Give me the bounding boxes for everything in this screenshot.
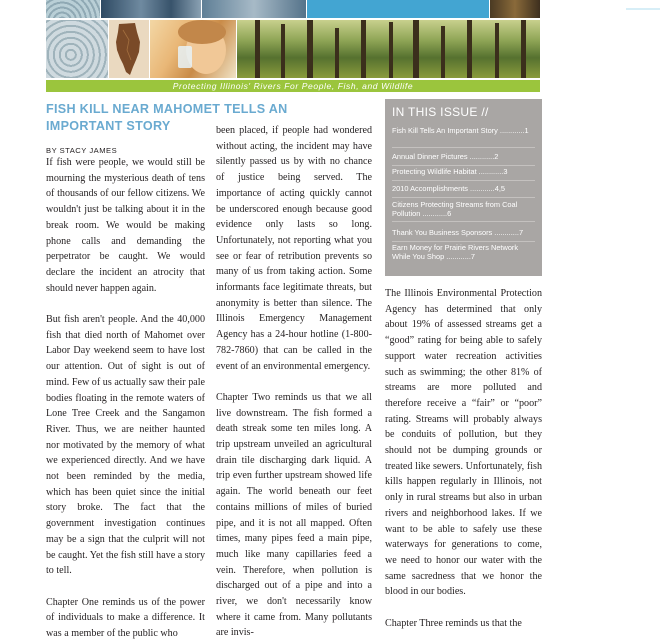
cypress-swamp-image	[237, 20, 540, 78]
toc-item-page: 7	[518, 228, 524, 237]
toc-dot-leader: ............	[476, 167, 504, 176]
toc-item-page: 4,5	[494, 184, 505, 193]
article-paragraph: been placed, if people had wondered without acting, the incident may have silently passed us by with no chance of justice being served. The importance of acting quickly cannot be underscored enough because good evidence only lasts so long. Unfortunately, not reporting what you see or fear of retribution prevents so many of us from taking action. Some informants face legitimate threats, but anonymity is better than silence. The Illinois Emergency Management Agency has a 24-hour hotline (1-800-782-7860) that can be called in the event of an environmental emergency.	[216, 125, 372, 372]
toc-item-label: Citizens Protecting Streams from Coal Pollution	[392, 200, 518, 218]
toc-divider	[392, 147, 535, 148]
toc-item-page: 1	[524, 126, 529, 135]
landscape-image	[490, 0, 540, 18]
toc-item-label: Earn Money for Prairie Rivers Network While You Shop	[392, 243, 519, 261]
toc-dot-leader: ............	[497, 126, 525, 135]
newsletter-banner	[0, 0, 589, 93]
toc-dot-leader: ............	[468, 184, 495, 193]
toc-item-page: 7	[470, 252, 476, 261]
toc-item-page: 6	[447, 209, 452, 218]
toc-dot-leader: ............	[492, 228, 519, 237]
child-drinking-water-image	[150, 20, 236, 78]
article-paragraph: If fish were people, we would still be mourning the mysterious death of tens of thousands of our fellow citizens. We wouldn't just be talking about it in the break room. We would be making phone calls and demanding the perpetrator be caught. We would declare the incident an atrocity that should never happen again.	[46, 157, 205, 294]
fish-school-image	[202, 0, 306, 18]
toc-item-label: Protecting Wildlife Habitat	[392, 167, 477, 176]
blue-banner-panel	[307, 0, 489, 18]
child-photo-shapes	[150, 20, 236, 78]
toc-divider	[392, 180, 535, 181]
toc-item-label: 2010 Accomplishments	[392, 184, 468, 193]
article-paragraph: Chapter One reminds us of the power of individuals to make a difference. It was a member of the public who	[46, 596, 205, 640]
toc-divider	[392, 197, 535, 198]
toc-item[interactable]	[392, 167, 537, 179]
toc-item-page: 2	[494, 152, 499, 161]
contour-map-image	[46, 20, 108, 78]
article-column-1	[46, 155, 205, 642]
in-this-issue-box	[385, 99, 542, 276]
toc-divider	[392, 165, 535, 166]
toc-item[interactable]	[392, 126, 537, 146]
toc-item-page: 3	[503, 167, 508, 176]
in-this-issue-title: IN THIS ISSUE //	[392, 105, 489, 119]
toc-item[interactable]	[392, 228, 537, 240]
toc-item-label: Fish Kill Tells An Important Story	[392, 126, 498, 135]
toc-dot-leader: ............	[420, 209, 448, 218]
toc-divider	[392, 221, 535, 222]
article-column-2	[216, 123, 372, 641]
article-headline: FISH KILL NEAR MAHOMET TELLS AN IMPORTANT STORY	[46, 102, 288, 133]
toc-divider	[392, 241, 535, 242]
article-paragraph: Chapter Two reminds us that we all live downstream. The fish formed a death streak some ten miles long. A trip upstream unveiled an agricultural drain tile discharging dark liquid. A trip even further upstream showed life again. The world beneath our feet contains millions of miles of buried pipe, and it is not all mapped. Often times, many pipes feed a main pipe, much like many capillaries feed a vein. Therefore, when pollution is discharged out of a pipe and into a river, we don't necessarily know where it came from. Many pollutants are invis-	[216, 391, 372, 639]
toc-dot-leader: ............	[444, 252, 471, 261]
topographic-map-image	[46, 0, 100, 18]
article-paragraph: The Illinois Environmental Protection Agency has determined that only about 19% of assessed streams get a “good” rating for being able to safely support water recreation activities such as swimming; the other 81% of streams are more polluted and therefore receive a “fair” or “poor” rating. Streams will probably always be conduits of pollution, but they should not be dumping grounds or treated like sewers. Unfortunately, fish kills happen regularly in Illinois, not only in rural streams but also in urban rivers and neighborhood lakes. If we want to be able to safely use these waterways for generations to come, we need to honor our water with the same sacredness that we honor the blood in our bodies.	[385, 288, 542, 598]
toc-item-label: Annual Dinner Pictures	[392, 152, 468, 161]
toc-dot-leader: ............	[467, 152, 495, 161]
toc-item[interactable]	[392, 243, 537, 263]
toc-item[interactable]	[392, 152, 537, 164]
toc-item[interactable]	[392, 184, 537, 196]
toc-item[interactable]	[392, 200, 537, 220]
banner-tagline: Protecting Illinois' Rivers For People, Fish, and Wildlife	[46, 80, 540, 92]
article-paragraph: But fish aren't people. And the 40,000 fish that died north of Mahomet over Labor Day weekend seem to have lost our attention. Out of sight is out of mind. Few of us actually saw their pale bodies floating in the remote waters of Lone Tree Creek and the Sangamon River. Thus, we are neither haunted nor motivated by the memory of what we experienced directly. And we have not been reminded by the media, which has been quiet since the initial story broke. The fact that the government investigation continues may be a sign that the culprit will not be caught. Yet the fish still have a story to tell.	[46, 314, 205, 577]
article-column-3	[385, 286, 542, 631]
toc-item-label: Thank You Business Sponsors	[392, 228, 493, 237]
illinois-map-image	[109, 20, 149, 78]
illinois-state-shape	[109, 20, 149, 78]
article-paragraph: Chapter Three reminds us that the	[385, 617, 522, 629]
river-water-image	[101, 0, 201, 18]
article-byline: BY STACY JAMES	[46, 146, 118, 155]
decorative-dash	[626, 8, 660, 10]
